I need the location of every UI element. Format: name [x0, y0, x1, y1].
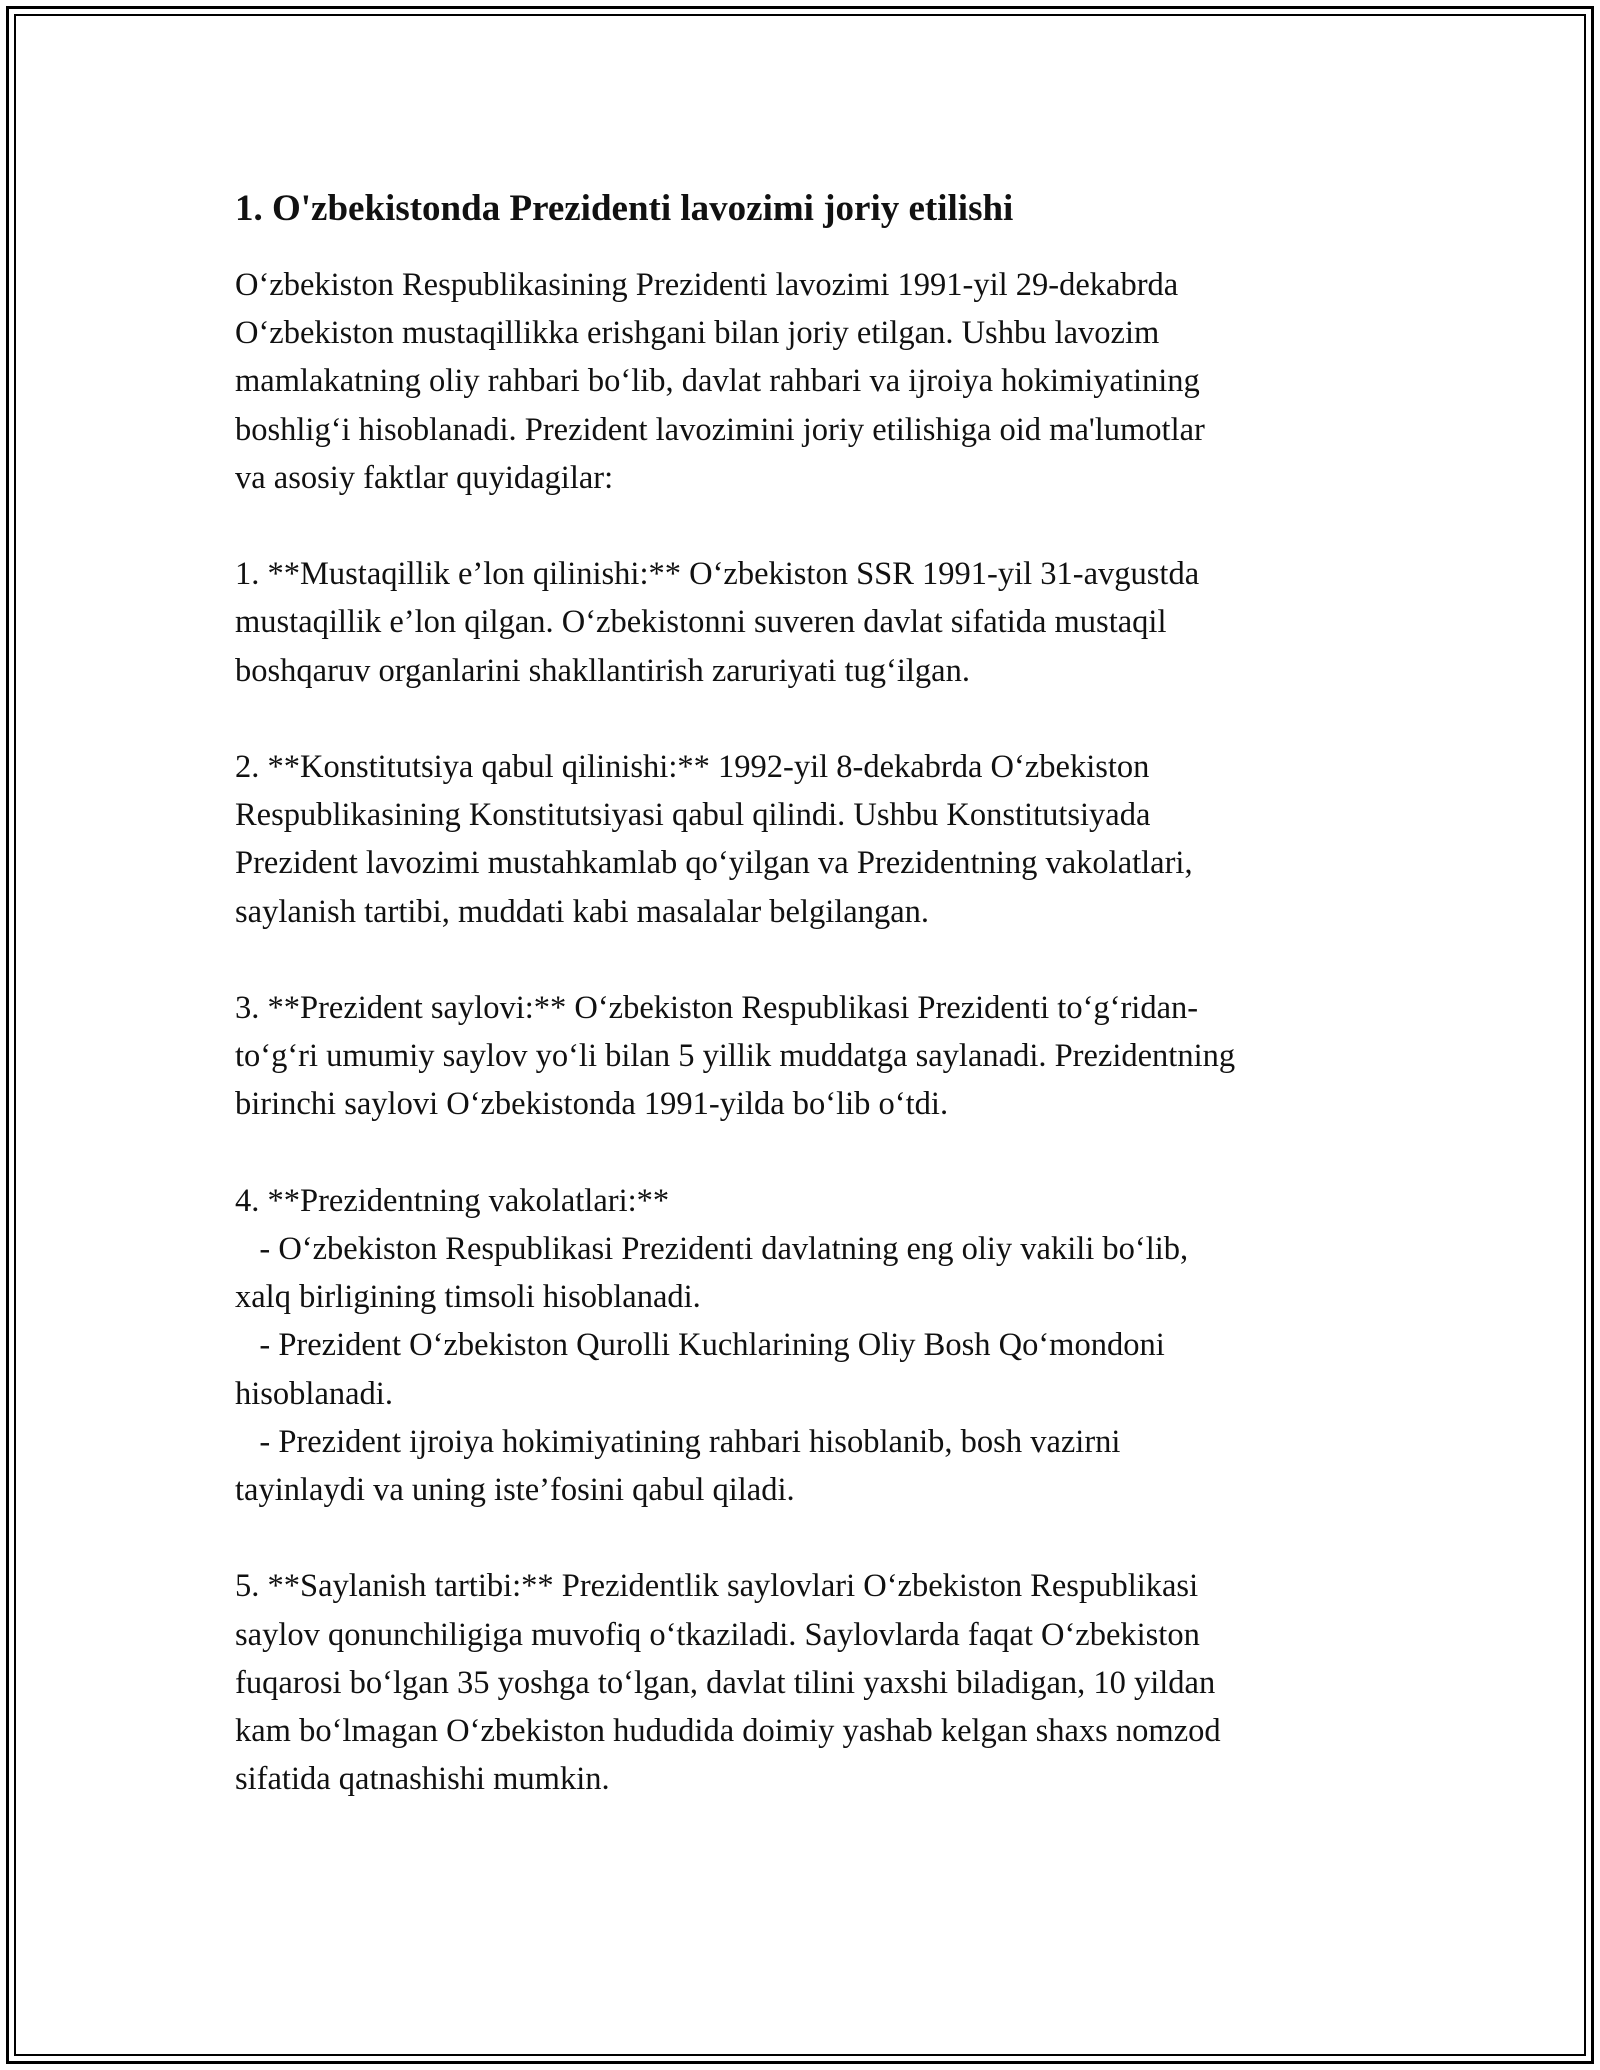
list-item-independence: 1. **Mustaqillik e’lon qilinishi:** O‘zbekiston SSR 1991-yil 31-avgustda mustaqillik e’lon qilgan. O‘zbekistonni suveren davlat sifatida mustaqil boshqaruv organlarini shakllantirish zaruriyati tug‘ilgan. — [235, 556, 1200, 689]
list-item-election-procedure: 5. **Saylanish tartibi:** Prezidentlik saylovlari O‘zbekiston Respublikasi saylov qonunchiligiga muvofiq o‘tkaziladi. Saylovlarda faqat O‘zbekiston fuqarosi bo‘lgan 35 yoshga to‘lgan, davlat tilini yaxshi biladigan, 10 yildan kam bo‘lmagan O‘zbekiston hududida doimiy yashab kelgan shaxs nomzod sifatida qatnashishi mumkin. — [235, 1568, 1221, 1798]
intro-paragraph: O‘zbekiston Respublikasining Prezidenti lavozimi 1991-yil 29-dekabrda O‘zbekiston mustaqillikka erishgani bilan joriy etilgan. Ushbu lavozim mamlakatning oliy rahbari bo‘lib, davlat rahbari va ijroiya hokimiyatining boshlig‘i hisoblanadi. Prezident lavozimini joriy etilishiga oid ma'lumotlar va asosiy faktlar quyidagilar: — [235, 267, 1205, 496]
list-item-constitution: 2. **Konstitutsiya qabul qilinishi:** 1992-yil 8-dekabrda O‘zbekiston Respublikasining Konstitutsiyasi qabul qilindi. Ushbu Konstitutsiyada Prezident lavozimi mustahkamlab qo‘yilgan va Prezidentning vakolatlari, saylanish tartibi, muddati kabi masalalar belgilangan. — [235, 749, 1193, 930]
paragraph-gap — [235, 502, 1385, 550]
paragraph-gap — [235, 1514, 1385, 1562]
paragraph-gap — [235, 936, 1385, 984]
paragraph-gap — [235, 695, 1385, 743]
document-body — [235, 185, 1385, 1803]
list-item-powers: 4. **Prezidentning vakolatlari:** - O‘zbekiston Respublikasi Prezidenti davlatning eng oliy vakili bo‘lib, xalq birligining timsoli hisoblanadi. - Prezident O‘zbekiston Qurolli Kuchlarining Oliy Bosh Qo‘mondoni hisoblanadi. - Prezident ijroiya hokimiyatining rahbari hisoblanib, bosh vazirni tayinlaydi va uning iste’fosini qabul qiladi. — [235, 1182, 1189, 1509]
document-title: 1. O'zbekistonda Prezidenti lavozimi joriy etilishi — [235, 188, 1014, 229]
list-item-election: 3. **Prezident saylovi:** O‘zbekiston Respublikasi Prezidenti to‘g‘ridan- to‘g‘ri umumiy saylov yo‘li bilan 5 yillik muddatga saylanadi. Prezidentning birinchi saylovi O‘zbekistonda 1991-yilda bo‘lib o‘tdi. — [235, 990, 1236, 1123]
paragraph-gap — [235, 1129, 1385, 1177]
